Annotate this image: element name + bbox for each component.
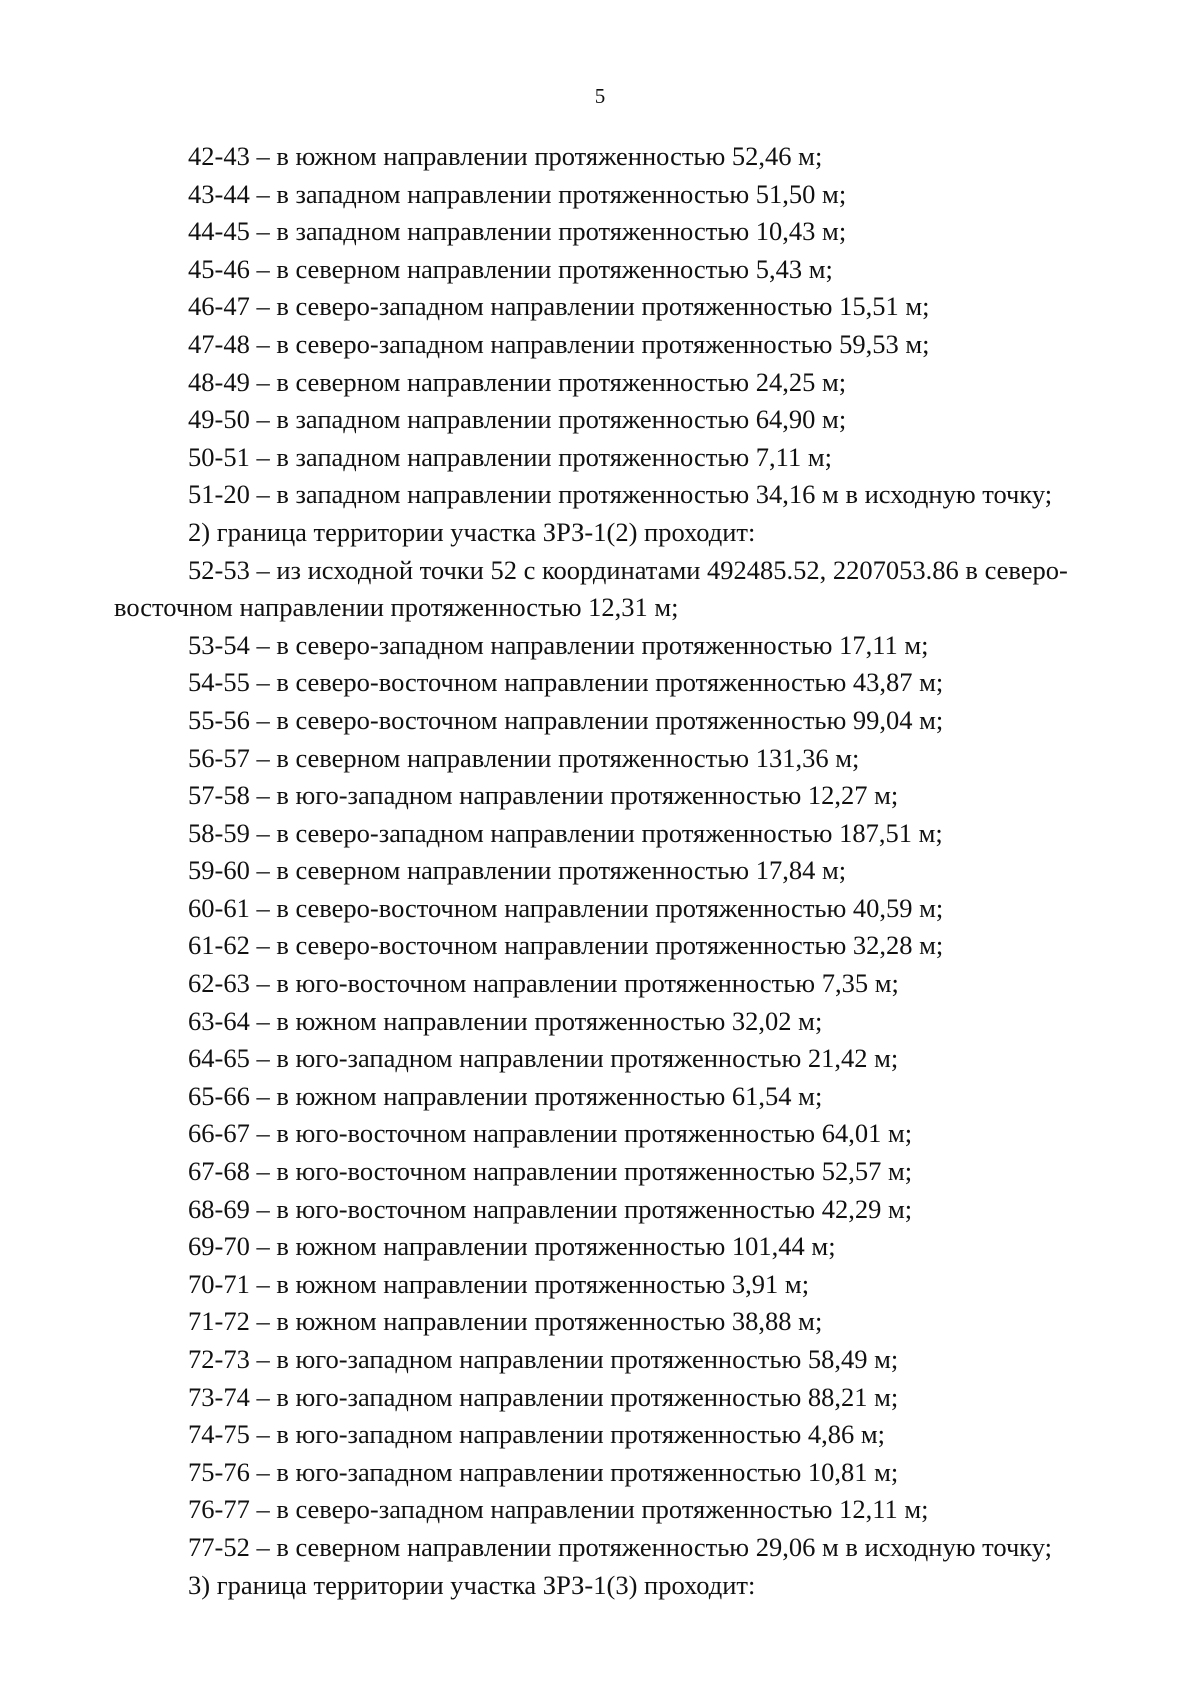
text-line: 69-70 – в южном направлении протяженностью 101,44 м; bbox=[188, 1231, 836, 1262]
text-line: 53-54 – в северо-западном направлении протяженностью 17,11 м; bbox=[188, 629, 929, 660]
text-line: 52-53 – из исходной точки 52 с координатами 492485.52, 2207053.86 в северо- bbox=[188, 554, 1068, 585]
text-line: 63-64 – в южном направлении протяженностью 32,02 м; bbox=[188, 1005, 823, 1036]
text-line: 61-62 – в северо-восточном направлении протяженностью 32,28 м; bbox=[188, 930, 944, 961]
text-line: 57-58 – в юго-западном направлении протяженностью 12,27 м; bbox=[188, 780, 899, 811]
text-line: 43-44 – в западном направлении протяженностью 51,50 м; bbox=[188, 178, 847, 209]
text-line: 46-47 – в северо-западном направлении протяженностью 15,51 м; bbox=[188, 291, 930, 322]
text-line: 42-43 – в южном направлении протяженностью 52,46 м; bbox=[188, 141, 823, 171]
text-line: 77-52 – в северном направлении протяженностью 29,06 м в исходную точку; bbox=[188, 1531, 1053, 1562]
text-line: 51-20 – в западном направлении протяженностью 34,16 м в исходную точку; bbox=[188, 479, 1053, 510]
text-line: 75-76 – в юго-западном направлении протяженностью 10,81 м; bbox=[188, 1456, 899, 1487]
text-line: 74-75 – в юго-западном направлении протяженностью 4,86 м; bbox=[188, 1419, 886, 1450]
text-line: 71-72 – в южном направлении протяженностью 38,88 м; bbox=[188, 1306, 823, 1337]
text-line: 64-65 – в юго-западном направлении протяженностью 21,42 м; bbox=[188, 1043, 899, 1074]
text-line: восточном направлении протяженностью 12,31 м; bbox=[114, 592, 679, 623]
text-line: 60-61 – в северо-восточном направлении протяженностью 40,59 м; bbox=[188, 892, 944, 923]
document-body bbox=[114, 138, 1154, 1604]
text-line: 76-77 – в северо-западном направлении протяженностью 12,11 м; bbox=[188, 1494, 929, 1525]
text-line: 68-69 – в юго-восточном направлении протяженностью 42,29 м; bbox=[188, 1193, 913, 1224]
text-line: 65-66 – в южном направлении протяженностью 61,54 м; bbox=[188, 1080, 823, 1111]
text-line: 73-74 – в юго-западном направлении протяженностью 88,21 м; bbox=[188, 1381, 899, 1412]
text-line: 62-63 – в юго-восточном направлении протяженностью 7,35 м; bbox=[188, 968, 899, 999]
text-line: 67-68 – в юго-восточном направлении протяженностью 52,57 м; bbox=[188, 1156, 913, 1187]
text-line: 45-46 – в северном направлении протяженностью 5,43 м; bbox=[188, 253, 833, 284]
text-line: 47-48 – в северо-западном направлении протяженностью 59,53 м; bbox=[188, 328, 930, 359]
text-line: 59-60 – в северном направлении протяженностью 17,84 м; bbox=[188, 855, 847, 886]
text-line: 58-59 – в северо-западном направлении протяженностью 187,51 м; bbox=[188, 817, 943, 848]
text-line: 48-49 – в северном направлении протяженностью 24,25 м; bbox=[188, 366, 847, 397]
text-line: 56-57 – в северном направлении протяженностью 131,36 м; bbox=[188, 742, 860, 773]
text-line: 49-50 – в западном направлении протяженностью 64,90 м; bbox=[188, 404, 847, 435]
text-line: 66-67 – в юго-восточном направлении протяженностью 64,01 м; bbox=[188, 1118, 913, 1149]
page-number: 5 bbox=[594, 84, 606, 108]
text-line: 72-73 – в юго-западном направлении протяженностью 58,49 м; bbox=[188, 1344, 899, 1374]
text-line: 70-71 – в южном направлении протяженностью 3,91 м; bbox=[188, 1268, 810, 1299]
text-line: 50-51 – в западном направлении протяженностью 7,11 м; bbox=[188, 441, 832, 472]
text-line: 3) граница территории участка ЗРЗ-1(3) проходит: bbox=[188, 1569, 756, 1600]
text-line: 55-56 – в северо-восточном направлении протяженностью 99,04 м; bbox=[188, 704, 944, 735]
text-line: 54-55 – в северо-восточном направлении протяженностью 43,87 м; bbox=[188, 667, 944, 698]
text-line: 44-45 – в западном направлении протяженностью 10,43 м; bbox=[188, 216, 847, 247]
text-line: 2) граница территории участка ЗРЗ-1(2) проходит: bbox=[188, 516, 756, 547]
